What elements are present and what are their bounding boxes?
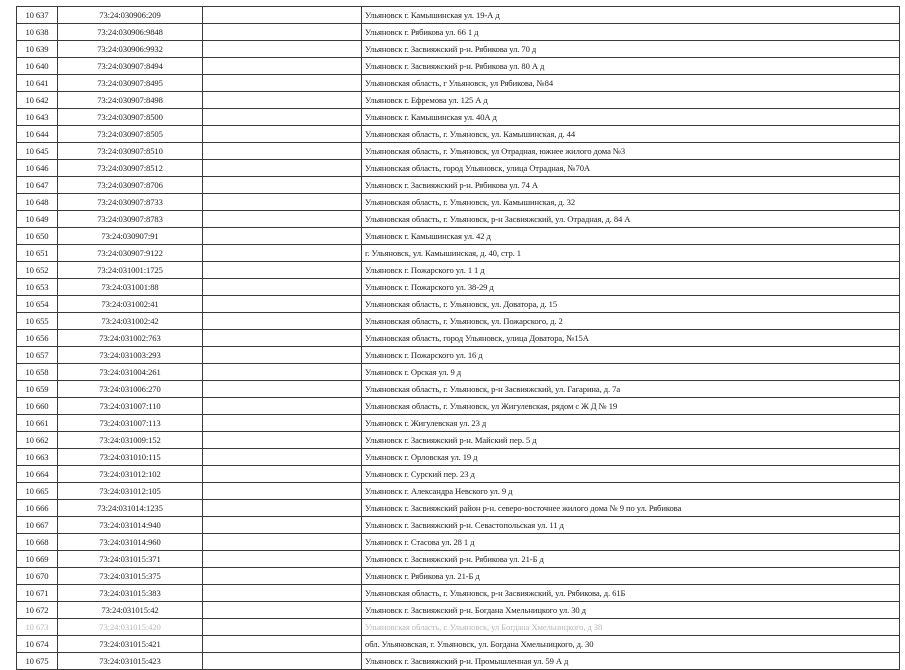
empty-cell (203, 75, 362, 92)
table-row (17, 211, 900, 228)
address: г. Ульяновск, ул. Камышинская, д. 40, стр. 1 (362, 245, 900, 262)
row-number: 10 647 (17, 177, 58, 194)
empty-cell (203, 41, 362, 58)
cadastral-number: 73:24:030907:8500 (58, 109, 203, 126)
empty-cell (203, 500, 362, 517)
empty-cell (203, 653, 362, 670)
empty-cell (203, 296, 362, 313)
cadastral-number: 73:24:030907:8512 (58, 160, 203, 177)
address: Ульяновск г. Рябикова ул. 21-Б д (362, 568, 900, 585)
empty-cell (203, 126, 362, 143)
table-row (17, 41, 900, 58)
table-row (17, 262, 900, 279)
row-number: 10 665 (17, 483, 58, 500)
address: Ульяновская область, г. Ульяновск, р-н Засвияжский, ул. Рябикова, д. 61Б (362, 585, 900, 602)
cadastral-number: 73:24:031012:105 (58, 483, 203, 500)
empty-cell (203, 364, 362, 381)
empty-cell (203, 228, 362, 245)
empty-cell (203, 415, 362, 432)
table-row (17, 194, 900, 211)
address: Ульяновск г. Засвияжский р-н. Богдана Хмельницкого ул. 30 д (362, 602, 900, 619)
row-number: 10 637 (17, 7, 58, 24)
cadastral-number: 73:24:031014:940 (58, 517, 203, 534)
empty-cell (203, 602, 362, 619)
cadastral-number: 73:24:030906:9848 (58, 24, 203, 41)
row-number: 10 654 (17, 296, 58, 313)
address: Ульяновск г. Рябикова ул. 66 1 д (362, 24, 900, 41)
address: Ульяновская область, г. Ульяновск, ул. Камышинская, д. 32 (362, 194, 900, 211)
empty-cell (203, 432, 362, 449)
row-number: 10 655 (17, 313, 58, 330)
address: Ульяновск г. Орская ул. 9 д (362, 364, 900, 381)
empty-cell (203, 483, 362, 500)
cadastral-number: 73:24:031014:1235 (58, 500, 203, 517)
table-row (17, 7, 900, 24)
cadastral-number: 73:24:031002:41 (58, 296, 203, 313)
cadastral-number: 73:24:030907:9122 (58, 245, 203, 262)
address: Ульяновская область, город Ульяновск, улица Отрадная, №70А (362, 160, 900, 177)
row-number: 10 645 (17, 143, 58, 160)
table-row (17, 449, 900, 466)
table-row (17, 619, 900, 636)
cadastral-number: 73:24:031010:115 (58, 449, 203, 466)
row-number: 10 657 (17, 347, 58, 364)
cadastral-number: 73:24:031015:421 (58, 636, 203, 653)
empty-cell (203, 517, 362, 534)
cadastral-number: 73:24:031002:763 (58, 330, 203, 347)
empty-cell (203, 211, 362, 228)
cadastral-number: 73:24:030907:8498 (58, 92, 203, 109)
row-number: 10 651 (17, 245, 58, 262)
cadastral-number: 73:24:031007:113 (58, 415, 203, 432)
empty-cell (203, 7, 362, 24)
address: Ульяновск г. Камышинская ул. 42 д (362, 228, 900, 245)
row-number: 10 673 (17, 619, 58, 636)
cadastral-number: 73:24:030906:9932 (58, 41, 203, 58)
empty-cell (203, 109, 362, 126)
row-number: 10 648 (17, 194, 58, 211)
row-number: 10 670 (17, 568, 58, 585)
row-number: 10 675 (17, 653, 58, 670)
table-row (17, 432, 900, 449)
row-number: 10 668 (17, 534, 58, 551)
address: Ульяновск г. Стасова ул. 28 1 д (362, 534, 900, 551)
row-number: 10 640 (17, 58, 58, 75)
row-number: 10 656 (17, 330, 58, 347)
cadastral-number: 73:24:031007:110 (58, 398, 203, 415)
table-row (17, 415, 900, 432)
cadastral-number: 73:24:031006:270 (58, 381, 203, 398)
row-number: 10 672 (17, 602, 58, 619)
table-row (17, 92, 900, 109)
empty-cell (203, 58, 362, 75)
cadastral-number: 73:24:031001:1725 (58, 262, 203, 279)
row-number: 10 644 (17, 126, 58, 143)
address: Ульяновская область, г. Ульяновск, ул Жигулевская, рядом с Ж Д № 19 (362, 398, 900, 415)
cadastral-number: 73:24:031003:293 (58, 347, 203, 364)
row-number: 10 669 (17, 551, 58, 568)
address: Ульяновск г. Засвияжский р-н. Рябикова ул. 80 А д (362, 58, 900, 75)
cadastral-number: 73:24:030906:209 (58, 7, 203, 24)
empty-cell (203, 330, 362, 347)
row-number: 10 658 (17, 364, 58, 381)
cadastral-number: 73:24:030907:91 (58, 228, 203, 245)
cadastral-number: 73:24:031015:371 (58, 551, 203, 568)
table-row (17, 636, 900, 653)
table-row (17, 602, 900, 619)
table-row (17, 228, 900, 245)
address: Ульяновская область, город Ульяновск, улица Доватора, №15А (362, 330, 900, 347)
empty-cell (203, 24, 362, 41)
empty-cell (203, 194, 362, 211)
address: Ульяновск г. Засвияжский р-н. Промышленная ул. 59 А д (362, 653, 900, 670)
cadastral-number: 73:24:031015:383 (58, 585, 203, 602)
empty-cell (203, 619, 362, 636)
address: Ульяновск г. Засвияжский район р-н. северо-восточнее жилого дома № 9 по ул. Рябикова (362, 500, 900, 517)
address: Ульяновская область, г. Ульяновск, ул. Камышинская, д. 44 (362, 126, 900, 143)
address: Ульяновск г. Пожарского ул. 1 1 д (362, 262, 900, 279)
document-page (16, 6, 900, 670)
table-row (17, 313, 900, 330)
empty-cell (203, 347, 362, 364)
address: Ульяновск г. Камышинская ул. 40А д (362, 109, 900, 126)
row-number: 10 643 (17, 109, 58, 126)
empty-cell (203, 551, 362, 568)
table-row (17, 177, 900, 194)
address: Ульяновск г. Камышинская ул. 19-А д (362, 7, 900, 24)
cadastral-number: 73:24:031002:42 (58, 313, 203, 330)
cadastral-number: 73:24:030907:8706 (58, 177, 203, 194)
empty-cell (203, 449, 362, 466)
address: Ульяновск г. Пожарского ул. 16 д (362, 347, 900, 364)
table-row (17, 466, 900, 483)
table-row (17, 483, 900, 500)
cadastral-number: 73:24:031004:261 (58, 364, 203, 381)
cadastral-number: 73:24:030907:8783 (58, 211, 203, 228)
row-number: 10 661 (17, 415, 58, 432)
empty-cell (203, 381, 362, 398)
cadastral-number: 73:24:031015:42 (58, 602, 203, 619)
cadastral-number: 73:24:031001:88 (58, 279, 203, 296)
address: Ульяновск г. Засвияжский р-н. Севастопольская ул. 11 д (362, 517, 900, 534)
address: Ульяновская область, г Ульяновск, ул Рябикова, №84 (362, 75, 900, 92)
table-row (17, 381, 900, 398)
table-row (17, 534, 900, 551)
table-row (17, 653, 900, 670)
table-row (17, 500, 900, 517)
empty-cell (203, 262, 362, 279)
address: Ульяновск г. Засвияжский р-н. Рябикова ул. 21-Б д (362, 551, 900, 568)
address: Ульяновская область, г. Ульяновск, р-н Засвияжский, ул. Отрадная, д. 84 А (362, 211, 900, 228)
cadastral-number: 73:24:030907:8494 (58, 58, 203, 75)
table-row (17, 126, 900, 143)
table-row (17, 143, 900, 160)
table-row (17, 551, 900, 568)
table-row (17, 109, 900, 126)
empty-cell (203, 177, 362, 194)
address: Ульяновская область, г. Ульяновск, ул. Пожарского, д. 2 (362, 313, 900, 330)
address: Ульяновская область, г. Ульяновск, ул Отрадная, южнее жилого дома №3 (362, 143, 900, 160)
empty-cell (203, 313, 362, 330)
cadastral-number: 73:24:030907:8505 (58, 126, 203, 143)
row-number: 10 667 (17, 517, 58, 534)
cadastral-number: 73:24:030907:8495 (58, 75, 203, 92)
table-row (17, 160, 900, 177)
address: Ульяновск г. Засвияжский р-н. Рябикова ул. 74 А (362, 177, 900, 194)
row-number: 10 666 (17, 500, 58, 517)
empty-cell (203, 398, 362, 415)
row-number: 10 641 (17, 75, 58, 92)
row-number: 10 662 (17, 432, 58, 449)
empty-cell (203, 466, 362, 483)
table-row (17, 398, 900, 415)
table-row (17, 568, 900, 585)
address: обл. Ульяновская, г. Ульяновск, ул. Богдана Хмельницкого, д. 30 (362, 636, 900, 653)
row-number: 10 664 (17, 466, 58, 483)
row-number: 10 652 (17, 262, 58, 279)
property-register-table (16, 6, 900, 670)
address: Ульяновская область, г. Ульяновск, ул Богдана Хмельницкого, д 38 (362, 619, 900, 636)
address: Ульяновск г. Александра Невского ул. 9 д (362, 483, 900, 500)
row-number: 10 660 (17, 398, 58, 415)
row-number: 10 646 (17, 160, 58, 177)
row-number: 10 642 (17, 92, 58, 109)
empty-cell (203, 534, 362, 551)
cadastral-number: 73:24:031009:152 (58, 432, 203, 449)
table-row (17, 279, 900, 296)
table-row (17, 585, 900, 602)
cadastral-number: 73:24:031014:960 (58, 534, 203, 551)
cadastral-number: 73:24:031015:423 (58, 653, 203, 670)
empty-cell (203, 636, 362, 653)
cadastral-number: 73:24:031015:420 (58, 619, 203, 636)
empty-cell (203, 245, 362, 262)
address: Ульяновск г. Засвияжский р-н. Майский пер. 5 д (362, 432, 900, 449)
row-number: 10 659 (17, 381, 58, 398)
address: Ульяновск г. Жигулевская ул. 23 д (362, 415, 900, 432)
cadastral-number: 73:24:031012:102 (58, 466, 203, 483)
address: Ульяновск г. Пожарского ул. 38-29 д (362, 279, 900, 296)
row-number: 10 671 (17, 585, 58, 602)
empty-cell (203, 143, 362, 160)
table-row (17, 245, 900, 262)
table-row (17, 58, 900, 75)
table-row (17, 24, 900, 41)
empty-cell (203, 279, 362, 296)
empty-cell (203, 160, 362, 177)
row-number: 10 639 (17, 41, 58, 58)
address: Ульяновск г. Орловская ул. 19 д (362, 449, 900, 466)
row-number: 10 663 (17, 449, 58, 466)
address: Ульяновск г. Ефремова ул. 125 А д (362, 92, 900, 109)
table-row (17, 75, 900, 92)
table-row (17, 296, 900, 313)
row-number: 10 650 (17, 228, 58, 245)
empty-cell (203, 92, 362, 109)
cadastral-number: 73:24:031015:375 (58, 568, 203, 585)
empty-cell (203, 585, 362, 602)
row-number: 10 649 (17, 211, 58, 228)
table-row (17, 347, 900, 364)
cadastral-number: 73:24:030907:8733 (58, 194, 203, 211)
address: Ульяновск г. Засвияжский р-н. Рябикова ул. 70 д (362, 41, 900, 58)
address: Ульяновск г. Сурский пер. 23 д (362, 466, 900, 483)
cadastral-number: 73:24:030907:8510 (58, 143, 203, 160)
row-number: 10 653 (17, 279, 58, 296)
table-row (17, 517, 900, 534)
table-row (17, 364, 900, 381)
address: Ульяновская область, г. Ульяновск, р-н Засвияжский, ул. Гагарина, д. 7а (362, 381, 900, 398)
empty-cell (203, 568, 362, 585)
row-number: 10 674 (17, 636, 58, 653)
row-number: 10 638 (17, 24, 58, 41)
table-row (17, 330, 900, 347)
address: Ульяновская область, г. Ульяновск, ул. Доватора, д. 15 (362, 296, 900, 313)
